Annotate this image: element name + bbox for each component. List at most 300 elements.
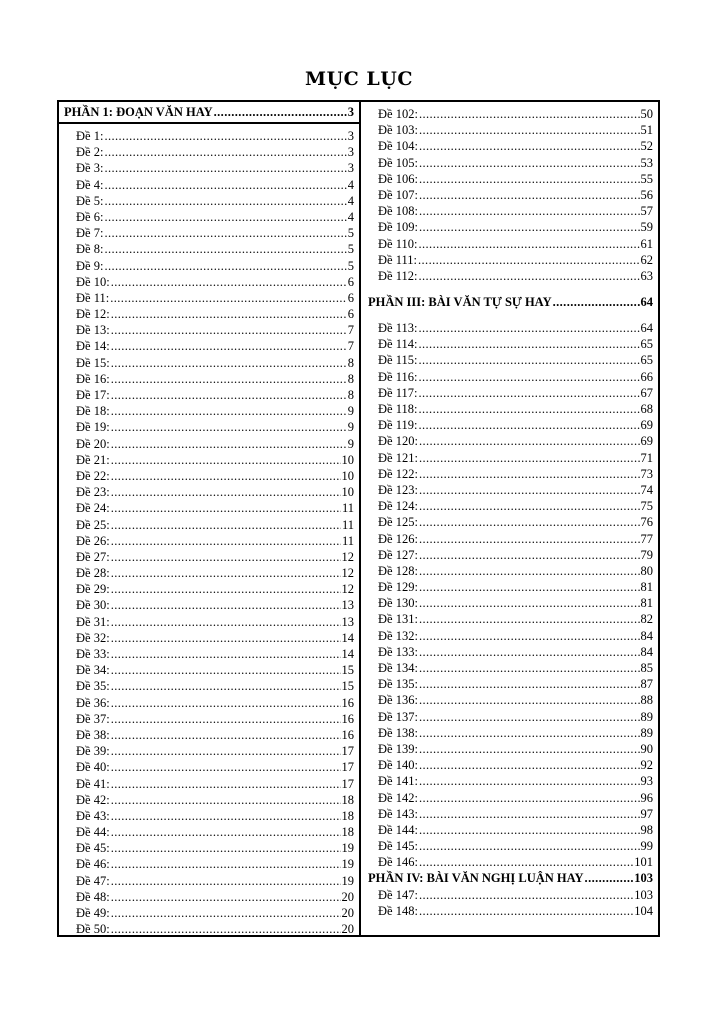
dot-leader [111,808,341,824]
entry-page: 5 [347,258,354,273]
toc-entry[interactable] [361,757,658,773]
entry-page: 16 [341,727,354,742]
entry-page: 68 [640,402,653,416]
dot-leader [419,790,640,806]
entry-label: Đề 31: [76,614,110,629]
toc-entry[interactable] [59,500,359,516]
toc-entry[interactable] [59,533,359,549]
entry-page: 50 [640,107,653,121]
entry-page: 8 [347,355,354,370]
toc-entry[interactable] [59,241,359,257]
dot-leader [111,387,347,403]
toc-entry[interactable] [361,466,658,482]
toc-entry[interactable] [59,921,359,937]
entry-label: Đề 146: [378,855,418,870]
entry-page: 19 [341,841,354,856]
entry-page: 77 [640,531,653,546]
dot-leader [111,549,341,565]
entry-page: 69 [640,418,653,433]
section-page: 103 [634,871,653,886]
dot-leader [111,338,347,354]
toc-entry[interactable] [361,450,658,466]
entry-page: 3 [347,161,354,176]
entry-page: 52 [640,139,653,154]
entry-page: 87 [640,677,653,692]
entry-page: 56 [640,187,653,202]
entry-page: 63 [640,268,653,283]
toc-entry[interactable] [59,662,359,678]
entry-page: 84 [640,644,653,659]
entry-label: Đề 119: [378,418,418,433]
entry-label: Đề 109: [378,220,418,235]
entry-label: Đề 102: [378,107,418,121]
entry-label: Đề 23: [76,485,110,500]
entry-page: 11 [341,533,354,548]
dot-leader [419,725,640,741]
dot-leader [104,225,346,241]
toc-entry[interactable] [361,611,658,627]
dot-leader [419,498,640,514]
dot-leader [111,597,341,613]
entry-page: 7 [347,339,354,354]
entry-label: Đề 24: [76,501,110,516]
toc-entry[interactable] [361,203,658,219]
entry-label: Đề 15: [76,355,110,370]
toc-entry[interactable] [59,484,359,500]
entry-label: Đề 141: [378,774,418,789]
entry-label: Đề 144: [378,822,418,837]
entry-page: 10 [341,468,354,483]
dot-leader [419,660,640,676]
dot-leader [419,482,640,498]
entry-page: 16 [341,695,354,710]
entry-label: Đề 135: [378,677,418,692]
toc-entry[interactable] [59,759,359,775]
toc-entry[interactable] [59,371,359,387]
entry-page: 6 [347,274,354,289]
toc-entry[interactable] [361,903,658,919]
entry-page: 92 [640,758,653,773]
dot-leader [419,514,640,530]
dot-leader [110,290,347,306]
toc-entry[interactable] [361,887,658,903]
entry-label: Đề 137: [378,709,418,724]
entry-page: 9 [347,404,354,419]
entry-label: Đề 130: [378,596,418,611]
toc-entry[interactable] [59,565,359,581]
toc-entry[interactable] [59,290,359,306]
toc-entry[interactable] [59,889,359,905]
toc-entry[interactable] [361,773,658,789]
entry-label: Đề 126: [378,531,418,546]
toc-entry[interactable] [361,352,658,368]
dot-leader [419,450,640,466]
toc-entry[interactable] [59,597,359,613]
entry-label: Đề 122: [378,466,418,481]
entry-page: 104 [634,903,653,918]
dot-leader [104,241,346,257]
entry-label: Đề 128: [378,563,418,578]
entry-label: Đề 47: [76,873,110,888]
entry-page: 8 [347,388,354,402]
toc-entry[interactable] [361,644,658,660]
toc-entry[interactable] [59,840,359,856]
dot-leader [419,887,633,903]
toc-entry[interactable] [361,106,658,122]
entry-page: 79 [640,547,653,562]
toc-entry[interactable] [59,873,359,889]
toc-right-column [361,102,658,935]
toc-entry[interactable] [59,856,359,872]
toc-entry[interactable] [361,252,658,268]
entry-label: Đề 112: [378,268,418,283]
toc-entry[interactable] [59,338,359,354]
dot-leader [111,630,341,646]
dot-leader [419,579,640,595]
toc-entry[interactable] [361,790,658,806]
toc-entry[interactable] [59,193,359,209]
entry-label: Đề 105: [378,155,418,170]
toc-entry[interactable] [59,306,359,322]
toc-entry[interactable] [59,322,359,338]
entry-page: 69 [640,434,653,449]
toc-entry[interactable] [361,660,658,676]
entry-page: 12 [341,566,354,581]
dot-leader [419,644,640,660]
toc-entry[interactable] [361,514,658,530]
dot-leader [104,209,346,225]
toc-entry[interactable] [59,711,359,727]
dot-leader [418,320,639,336]
entry-page: 17 [341,744,354,759]
entry-page: 101 [634,855,653,870]
toc-section-4[interactable] [361,870,658,886]
toc-entry[interactable] [59,419,359,435]
toc-entry[interactable] [59,128,359,144]
dot-leader [111,322,347,338]
toc-entry[interactable] [361,692,658,708]
entry-page: 13 [341,614,354,629]
toc-entry[interactable] [361,336,658,352]
toc-entry[interactable] [59,144,359,160]
toc-entry[interactable] [361,138,658,154]
toc-entry[interactable] [361,171,658,187]
dot-leader [419,219,640,235]
page-title: MỤC LỤC [305,68,413,90]
entry-page: 65 [640,337,653,352]
entry-label: Đề 17: [76,388,110,402]
toc-entry[interactable] [59,468,359,484]
toc-entry[interactable] [59,776,359,792]
toc-section-3[interactable] [361,294,658,310]
entry-label: Đề 133: [378,644,418,659]
entry-label: Đề 108: [378,204,418,219]
dot-leader [419,171,640,187]
toc-entry[interactable] [59,517,359,533]
dot-leader [419,806,640,822]
entry-label: Đề 13: [76,323,110,338]
dot-leader [419,773,640,789]
dot-leader [111,500,341,516]
dot-leader [111,355,347,371]
entry-page: 3 [347,129,354,143]
entry-page: 4 [347,177,354,192]
entry-page: 82 [640,612,653,627]
toc-entry[interactable] [361,369,658,385]
toc-entry[interactable] [59,695,359,711]
entry-label: Đề 25: [76,517,110,532]
dot-leader [419,466,640,482]
toc-entry[interactable] [59,824,359,840]
dot-leader [585,870,634,886]
entry-page: 90 [640,741,653,756]
dot-leader [111,646,341,662]
dot-leader [553,294,640,310]
dot-leader [418,385,639,401]
toc-entry[interactable] [59,258,359,274]
dot-leader [419,822,640,838]
toc-entry[interactable] [361,433,658,449]
dot-leader [111,776,341,792]
dot-leader [111,468,341,484]
dot-leader [418,401,639,417]
toc-entry[interactable] [361,628,658,644]
entry-label: Đề 131: [378,612,418,627]
entry-page: 64 [640,321,653,336]
entry-label: Đề 132: [378,628,418,643]
entry-page: 53 [640,155,653,170]
toc-entry[interactable] [361,531,658,547]
entry-label: Đề 6: [76,209,104,224]
toc-entry[interactable] [361,676,658,692]
toc-entry[interactable] [59,225,359,241]
toc-entry[interactable] [59,727,359,743]
toc-entry[interactable] [361,236,658,252]
dot-leader [111,306,347,322]
dot-leader [419,155,640,171]
dot-leader [111,533,341,549]
entry-label: Đề 7: [76,226,104,241]
dot-leader [111,436,347,452]
toc-entry[interactable] [361,417,658,433]
entry-label: Đề 148: [378,903,418,918]
entry-label: Đề 139: [378,741,418,756]
entry-label: Đề 124: [378,499,418,514]
toc-entry[interactable] [361,482,658,498]
toc-entry[interactable] [361,806,658,822]
entry-label: Đề 114: [378,337,418,352]
entry-page: 4 [347,193,354,208]
entry-label: Đề 8: [76,242,104,257]
table-of-contents [57,100,660,937]
entry-label: Đề 19: [76,420,110,435]
toc-entry[interactable] [361,268,658,284]
dot-leader [419,203,640,219]
entry-page: 62 [640,252,653,267]
entry-label: Đề 111: [378,252,417,267]
toc-entry[interactable] [361,579,658,595]
entry-page: 12 [341,582,354,597]
dot-leader [419,709,640,725]
entry-label: Đề 22: [76,468,110,483]
dot-leader [111,274,347,290]
entry-label: Đề 21: [76,452,110,467]
entry-page: 6 [347,290,354,305]
toc-entry[interactable] [361,498,658,514]
toc-entry[interactable] [59,209,359,225]
entry-page: 76 [640,515,653,530]
toc-entry[interactable] [59,355,359,371]
dot-leader [419,138,640,154]
entry-page: 93 [640,774,653,789]
toc-entry[interactable] [59,646,359,662]
toc-entry[interactable] [361,385,658,401]
entry-label: Đề 117: [378,385,418,400]
entry-page: 8 [347,371,354,386]
entry-page: 80 [640,563,653,578]
entry-page: 81 [640,580,653,595]
dot-leader [111,452,341,468]
entry-page: 99 [640,839,653,854]
entry-page: 15 [341,679,354,694]
dot-leader [419,692,640,708]
entry-label: Đề 134: [378,661,418,675]
entry-page: 17 [341,760,354,775]
toc-entry[interactable] [59,743,359,759]
entry-page: 88 [640,693,653,708]
toc-entry[interactable] [59,581,359,597]
dot-leader [418,352,639,368]
toc-entry[interactable] [59,436,359,452]
toc-entry[interactable] [361,838,658,854]
entry-label: Đề 143: [378,806,418,821]
dot-leader [111,856,341,872]
toc-entry[interactable] [59,160,359,176]
entry-label: Đề 34: [76,663,110,678]
toc-section-1[interactable] [59,104,359,124]
toc-entry[interactable] [59,274,359,290]
dot-leader [111,662,341,678]
toc-entry[interactable] [361,187,658,203]
section-page: 3 [347,105,354,119]
entry-page: 81 [640,596,653,611]
toc-entry[interactable] [361,219,658,235]
toc-entry[interactable] [361,822,658,838]
dot-leader [104,144,346,160]
entry-label: Đề 9: [76,258,104,273]
dot-leader [111,743,341,759]
dot-leader [111,614,341,630]
entry-label: Đề 30: [76,598,110,613]
entry-page: 18 [341,825,354,840]
entry-page: 51 [640,123,653,138]
entry-page: 89 [640,709,653,724]
entry-page: 61 [640,236,653,251]
dot-leader [111,727,341,743]
toc-entry[interactable] [361,547,658,563]
dot-leader [111,565,341,581]
entry-label: Đề 107: [378,187,418,202]
dot-leader [419,628,640,644]
dot-leader [104,128,346,144]
entry-page: 5 [347,242,354,257]
toc-right-list-1 [361,106,658,284]
entry-label: Đề 40: [76,760,110,775]
toc-entry[interactable] [59,905,359,921]
entry-label: Đề 32: [76,630,110,645]
dot-leader [419,563,640,579]
toc-entry[interactable] [59,177,359,193]
entry-label: Đề 136: [378,693,418,708]
entry-label: Đề 145: [378,839,418,854]
entry-label: Đề 39: [76,744,110,759]
toc-entry[interactable] [361,595,658,611]
entry-label: Đề 118: [378,402,418,416]
entry-page: 17 [341,776,354,791]
toc-entry[interactable] [59,792,359,808]
toc-entry[interactable] [361,854,658,870]
entry-page: 71 [640,450,653,465]
toc-entry[interactable] [361,709,658,725]
section-label: PHẦN III: BÀI VĂN TỰ SỰ HAY [368,294,552,309]
entry-page: 14 [341,647,354,661]
dot-leader [418,252,640,268]
dot-leader [418,268,639,284]
dot-leader [111,484,341,500]
toc-entry[interactable] [59,403,359,419]
toc-entry[interactable] [59,452,359,468]
section-label: PHẦN IV: BÀI VĂN NGHỊ LUẬN HAY [368,871,584,886]
dot-leader [111,759,341,775]
toc-right-list-2 [361,320,658,870]
entry-page: 9 [347,420,354,435]
toc-entry[interactable] [361,122,658,138]
dot-leader [419,547,640,563]
toc-entry[interactable] [59,614,359,630]
toc-entry[interactable] [361,741,658,757]
toc-entry[interactable] [59,630,359,646]
dot-leader [111,695,341,711]
toc-entry[interactable] [59,808,359,824]
toc-entry[interactable] [361,563,658,579]
entry-label: Đề 110: [378,236,418,251]
toc-entry[interactable] [59,549,359,565]
entry-page: 5 [347,226,354,241]
toc-entry[interactable] [361,320,658,336]
toc-entry[interactable] [59,387,359,403]
entry-page: 10 [341,452,354,467]
dot-leader [419,531,640,547]
entry-label: Đề 123: [378,482,418,497]
toc-entry[interactable] [361,155,658,171]
dot-leader [419,122,640,138]
toc-entry[interactable] [361,725,658,741]
entry-label: Đề 36: [76,695,110,710]
toc-entry[interactable] [59,678,359,694]
entry-page: 57 [640,204,653,219]
dot-leader [111,905,341,921]
entry-label: Đề 45: [76,841,110,856]
dot-leader [418,369,639,385]
dot-leader [104,160,346,176]
dot-leader [111,517,341,533]
dot-leader [104,177,346,193]
entry-label: Đề 104: [378,139,418,154]
entry-label: Đề 38: [76,727,110,742]
dot-leader [419,757,640,773]
entry-label: Đề 129: [378,580,418,595]
toc-entry[interactable] [361,401,658,417]
